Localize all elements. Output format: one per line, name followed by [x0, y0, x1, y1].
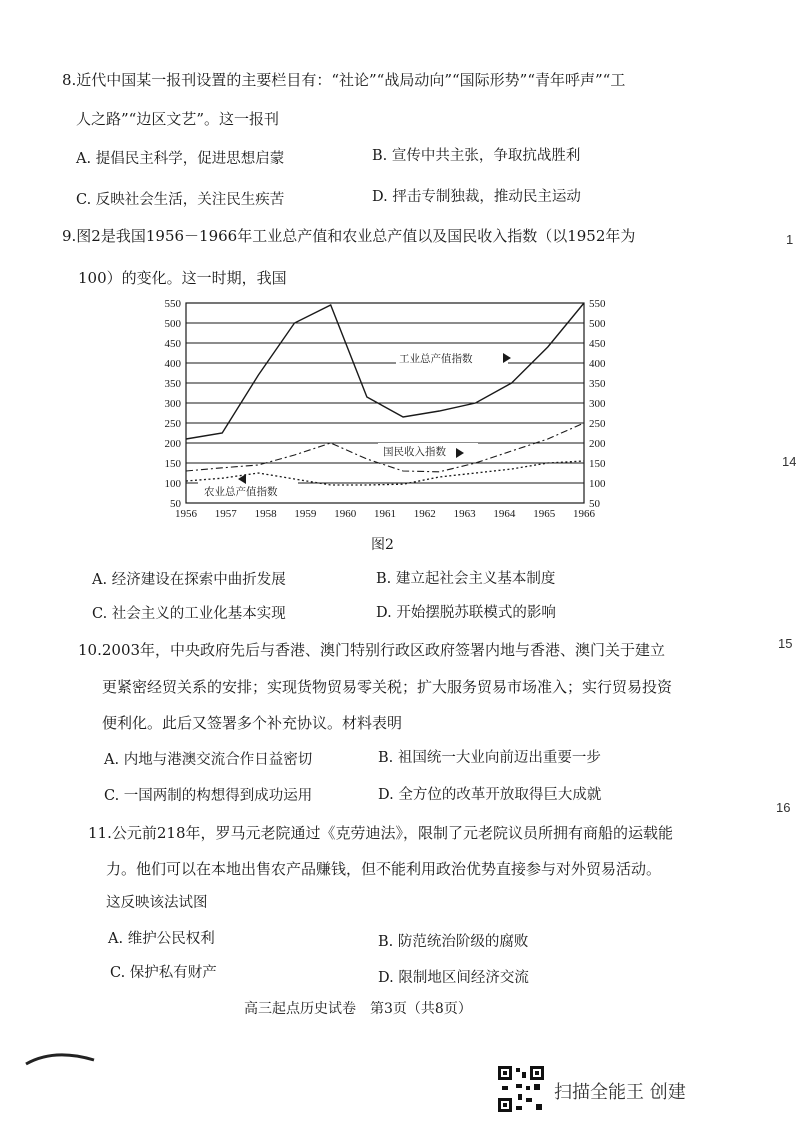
y-tick-label-left: 250 [164, 418, 181, 430]
x-axis-ticks [175, 508, 596, 520]
q9-line-2: 100）的变化。这一时期，我国 [78, 269, 287, 287]
y-tick-label-right: 500 [589, 318, 606, 330]
margin-mark: 1 [786, 232, 794, 247]
margin-mark: 15 [778, 636, 793, 651]
q11-option-a: A. 维护公民权利 [108, 931, 215, 947]
label-national: 国民收入指数 [383, 446, 446, 458]
q8-option-d: D. 抨击专制独裁，推动民主运动 [372, 189, 581, 205]
q10-option-d: D. 全方位的改革开放取得巨大成就 [378, 787, 602, 803]
y-tick-label-right: 250 [589, 418, 606, 430]
x-tick-label: 1956 [175, 508, 197, 520]
y-tick-label-right: 150 [589, 458, 606, 470]
q9-option-a: A. 经济建设在探索中曲折发展 [92, 572, 286, 588]
x-tick-label: 1962 [413, 508, 436, 520]
margin-mark: 14 [782, 454, 796, 469]
y-tick-label-left: 150 [164, 458, 181, 470]
y-tick-label-right: 450 [589, 338, 606, 350]
q11-line-1: 11.公元前218年，罗马元老院通过《克劳迪法》，限制了元老院议员所拥有商船的运载能 [88, 824, 673, 842]
q10-option-c: C. 一国两制的构想得到成功运用 [104, 788, 313, 804]
q9-line-1: 9.图2是我国1956－1966年工业总产值和农业总产值以及国民收入指数（以1952年为 [62, 227, 636, 245]
qr-code-icon [496, 1064, 546, 1114]
q8-option-b: B. 宣传中共主张，争取抗战胜利 [372, 148, 581, 164]
scanner-watermark: 扫描全能王 创建 [554, 1082, 686, 1103]
y-tick-label-left: 550 [164, 298, 181, 310]
y-tick-label-left: 450 [164, 338, 181, 350]
x-tick-label: 1958 [254, 508, 277, 520]
page-footer: 高三起点历史试卷 第3页（共8页） [244, 1001, 472, 1017]
q8-option-c: C. 反映社会生活，关注民生疾苦 [76, 192, 285, 208]
y-tick-label-right: 50 [589, 498, 600, 510]
y-tick-label-left: 100 [164, 478, 181, 490]
y-tick-label-left: 500 [164, 318, 181, 330]
x-tick-label: 1959 [294, 508, 317, 520]
label-industry: 工业总产值指数 [399, 353, 473, 365]
q10-line-3: 便利化。此后又签署多个补充协议。材料表明 [102, 714, 403, 732]
label-agri: 农业总产值指数 [204, 486, 278, 498]
x-tick-label: 1965 [533, 508, 556, 520]
x-tick-label: 1960 [334, 508, 357, 520]
q11-option-c: C. 保护私有财产 [110, 965, 217, 981]
q10-option-b: B. 祖国统一大业向前迈出重要一步 [378, 750, 601, 766]
y-tick-label-left: 50 [170, 498, 181, 510]
x-tick-label: 1966 [573, 508, 595, 520]
y-axis-left-ticks [165, 298, 182, 510]
x-tick-label: 1964 [493, 508, 516, 520]
margin-mark: 16 [776, 800, 791, 815]
x-tick-label: 1963 [453, 508, 476, 520]
y-tick-label-left: 300 [164, 398, 181, 410]
y-tick-label-right: 200 [589, 438, 606, 450]
y-tick-label-right: 550 [589, 298, 606, 310]
y-tick-label-left: 400 [164, 358, 181, 370]
y-tick-label-right: 300 [589, 398, 606, 410]
q8-line-2: 人之路”“边区文艺”。这一报刊 [76, 110, 280, 128]
x-tick-label: 1961 [374, 508, 396, 520]
q10-line-1: 10.2003年，中央政府先后与香港、澳门特别行政区政府签署内地与香港、澳门关于建立 [78, 641, 666, 659]
figure-caption: 图2 [371, 537, 394, 553]
y-tick-label-left: 200 [164, 438, 181, 450]
q11-option-b: B. 防范统治阶级的腐败 [378, 934, 529, 950]
q10-option-a: A. 内地与港澳交流合作日益密切 [104, 752, 313, 768]
y-tick-label-left: 350 [164, 378, 181, 390]
x-tick-label: 1957 [214, 508, 237, 520]
q8-option-a: A. 提倡民主科学，促进思想启蒙 [76, 151, 285, 167]
y-tick-label-right: 400 [589, 358, 606, 370]
y-tick-label-right: 100 [589, 478, 606, 490]
q8-line-1: 8.近代中国某一报刊设置的主要栏目有：“社论”“战局动向”“国际形势”“青年呼声”“工 [62, 71, 626, 89]
scan-artifact [24, 1050, 104, 1070]
y-tick-label-right: 350 [589, 378, 606, 390]
q11-line-3: 这反映该法试图 [106, 895, 208, 911]
y-axis-right-ticks [589, 298, 606, 510]
chart-gridlines [186, 303, 584, 503]
q9-option-c: C. 社会主义的工业化基本实现 [92, 606, 286, 622]
q10-line-2: 更紧密经贸关系的安排；实现货物贸易零关税；扩大服务贸易市场准入；实行贸易投资 [102, 678, 673, 696]
q11-line-2: 力。他们可以在本地出售农产品赚钱，但不能利用政治优势直接参与对外贸易活动。 [106, 860, 662, 878]
q9-option-d: D. 开始摆脱苏联模式的影响 [376, 605, 556, 621]
index-line-chart [150, 295, 620, 523]
q9-option-b: B. 建立起社会主义基本制度 [376, 571, 556, 587]
q11-option-d: D. 限制地区间经济交流 [378, 970, 529, 986]
